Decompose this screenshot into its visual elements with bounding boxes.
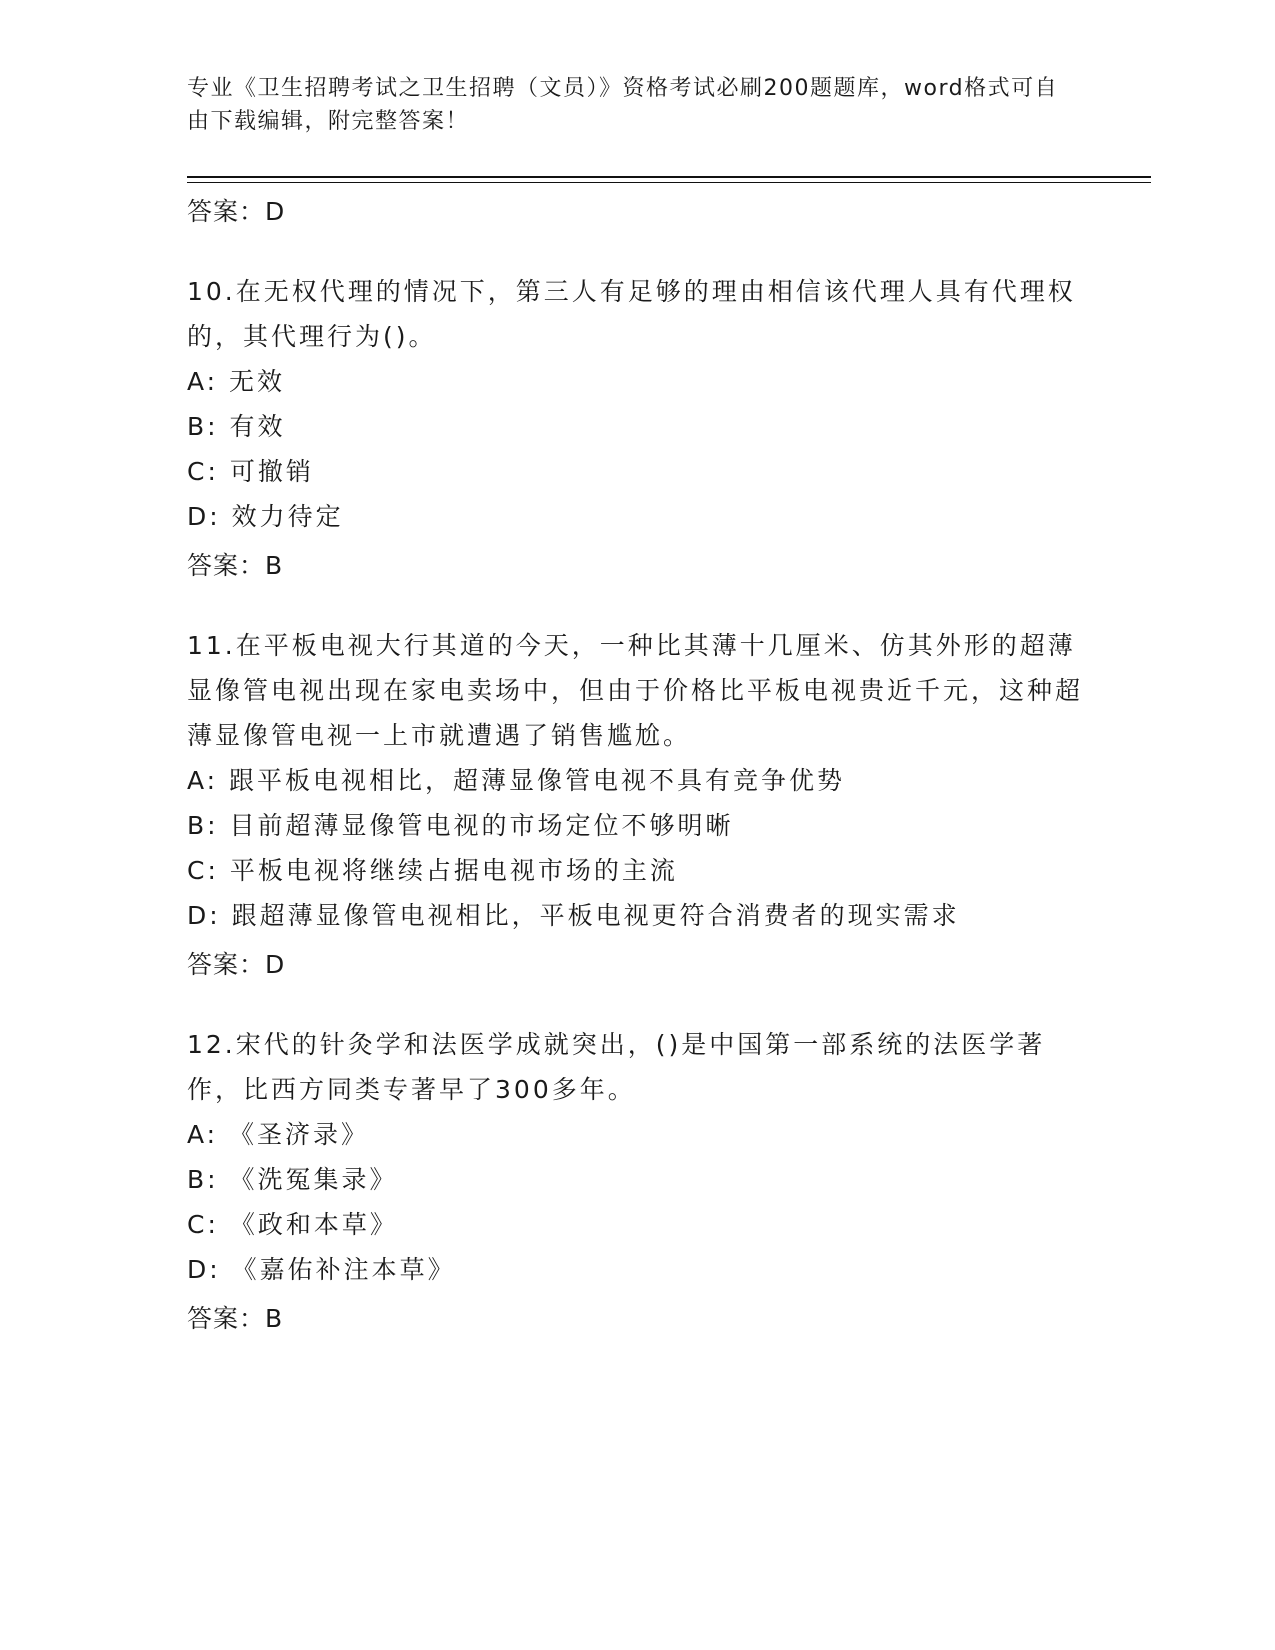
option-b: B: 有效 [187,412,286,441]
option-c: C: 《政和本草》 [187,1210,398,1239]
option-a: A: 跟平板电视相比，超薄显像管电视不具有竞争优势 [187,766,846,795]
option-b: B: 《洗冤集录》 [187,1165,398,1194]
header-rule-thick [187,176,1151,178]
option-a: A: 《圣济录》 [187,1120,370,1149]
question-list [187,185,1087,1346]
option-d: D: 跟超薄显像管电视相比，平板电视更符合消费者的现实需求 [187,901,960,930]
question-answer: 答案：B [187,551,284,580]
spacer [187,992,1087,1022]
header-rule-thin [187,182,1151,183]
option-b: B: 目前超薄显像管电视的市场定位不够明晰 [187,811,734,840]
option-c: C: 平板电视将继续占据电视市场的主流 [187,856,678,885]
spacer [187,593,1087,623]
spacer [187,239,1087,269]
question-12 [187,1022,1087,1346]
option-c: C: 可撤销 [187,457,314,486]
option-d: D: 效力待定 [187,502,344,531]
page-header: 专业《卫生招聘考试之卫生招聘（文员）》资格考试必刷200题题库，word格式可自由下载编辑，附完整答案！ [187,76,1059,134]
question-answer: 答案：D [187,950,286,979]
question-11 [187,623,1087,992]
previous-answer: 答案：D [187,197,286,226]
question-stem: 10.在无权代理的情况下，第三人有足够的理由相信该代理人具有代理权的，其代理行为()。 [187,277,1076,351]
option-a: A: 无效 [187,367,286,396]
option-d: D: 《嘉佑补注本草》 [187,1255,456,1284]
question-stem: 11.在平板电视大行其道的今天，一种比其薄十几厘米、仿其外形的超薄显像管电视出现在家电卖场中，但由于价格比平板电视贵近千元，这种超薄显像管电视一上市就遭遇了销售尴尬。 [187,631,1084,750]
question-stem: 12.宋代的针灸学和法医学成就突出，()是中国第一部系统的法医学著作，比西方同类专著早了300多年。 [187,1030,1046,1104]
question-answer: 答案：B [187,1304,284,1333]
question-10 [187,269,1087,593]
